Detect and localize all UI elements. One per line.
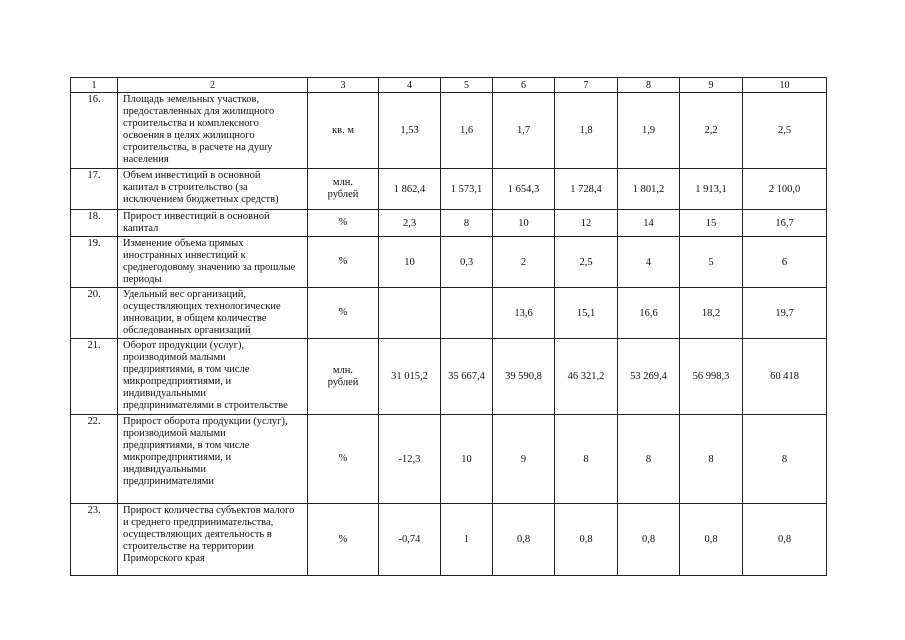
table-row: [71, 415, 827, 504]
row-number: 19.: [71, 237, 118, 288]
indicator-name-line: капитал: [123, 223, 159, 234]
value-cell: [379, 288, 441, 339]
value-cell: 53 269,4: [618, 339, 680, 415]
indicator-name-line: строительстве на территории: [123, 541, 254, 552]
value-cell: 16,7: [743, 210, 827, 237]
indicator-name-line: Оборот продукции (услуг),: [123, 340, 245, 351]
indicator-name-line: производимой малыми: [123, 352, 226, 363]
indicator-name-line: осуществляющих деятельность в: [123, 529, 272, 540]
value-cell: 1,53: [379, 93, 441, 169]
indicators-table: [70, 77, 827, 576]
indicator-name-line: строительства и комплексного: [123, 118, 259, 129]
value-cell: 1: [441, 504, 493, 576]
value-cell: 14: [618, 210, 680, 237]
column-number: 10: [743, 78, 827, 93]
row-number: 16.: [71, 93, 118, 169]
value-cell: 1 862,4: [379, 169, 441, 210]
indicator-name-line: Приморского края: [123, 553, 205, 564]
indicator-name: [118, 210, 308, 237]
indicator-name-line: населения: [123, 154, 169, 165]
value-cell: [441, 288, 493, 339]
value-cell: 60 418: [743, 339, 827, 415]
indicator-name-line: иностранных инвестиций к: [123, 250, 246, 261]
value-cell: -0,74: [379, 504, 441, 576]
indicator-name-line: предприятиями, в том числе: [123, 364, 250, 375]
table-row: [71, 237, 827, 288]
column-number: 5: [441, 78, 493, 93]
value-cell: 0,8: [555, 504, 618, 576]
value-cell: 35 667,4: [441, 339, 493, 415]
column-number-row: [71, 78, 827, 93]
value-cell: 1 573,1: [441, 169, 493, 210]
value-cell: 1,7: [493, 93, 555, 169]
indicator-name-line: и среднего предпринимательства,: [123, 517, 274, 528]
indicator-name-line: индивидуальными: [123, 388, 206, 399]
indicator-name-line: производимой малыми: [123, 428, 226, 439]
value-cell: 1 728,4: [555, 169, 618, 210]
value-cell: 39 590,8: [493, 339, 555, 415]
unit-of-measure: %: [308, 210, 379, 237]
row-number: 23.: [71, 504, 118, 576]
indicator-name-line: микропредприятиями, и: [123, 452, 232, 463]
indicator-name-line: Удельный вес организаций,: [123, 289, 247, 300]
value-cell: 13,6: [493, 288, 555, 339]
column-number: 1: [71, 78, 118, 93]
value-cell: 2,5: [743, 93, 827, 169]
value-cell: 56 998,3: [680, 339, 743, 415]
indicator-name-line: строительства, в расчете на душу: [123, 142, 273, 153]
indicator-name-line: исключением бюджетных средств): [123, 194, 279, 205]
indicator-name-line: среднегодовому значению за прошлые: [123, 262, 296, 273]
indicator-name-line: предпринимателями в строительстве: [123, 400, 288, 411]
value-cell: 1,8: [555, 93, 618, 169]
indicator-name-line: Прирост количества субъектов малого: [123, 505, 295, 516]
indicator-name-line: Объем инвестиций в основной: [123, 170, 261, 181]
table-row: [71, 504, 827, 576]
value-cell: 2,2: [680, 93, 743, 169]
value-cell: 4: [618, 237, 680, 288]
indicator-name-line: предприятиями, в том числе: [123, 440, 250, 451]
indicator-name-line: периоды: [123, 274, 162, 285]
indicator-name: [118, 237, 308, 288]
indicator-name-line: индивидуальными: [123, 464, 206, 475]
indicator-name: [118, 288, 308, 339]
value-cell: 2,3: [379, 210, 441, 237]
indicator-name-line: микропредприятиями, и: [123, 376, 232, 387]
unit-of-measure: млн. рублей: [308, 169, 379, 210]
value-cell: 5: [680, 237, 743, 288]
indicator-name-line: осуществляющих технологические: [123, 301, 281, 312]
value-cell: 2,5: [555, 237, 618, 288]
unit-of-measure: %: [308, 415, 379, 504]
value-cell: 1 913,1: [680, 169, 743, 210]
value-cell: 0,8: [618, 504, 680, 576]
table-row: [71, 339, 827, 415]
unit-of-measure: %: [308, 288, 379, 339]
unit-of-measure: %: [308, 504, 379, 576]
indicator-name: [118, 169, 308, 210]
value-cell: 31 015,2: [379, 339, 441, 415]
value-cell: 1,6: [441, 93, 493, 169]
value-cell: 46 321,2: [555, 339, 618, 415]
value-cell: 8: [441, 210, 493, 237]
indicator-name-line: Прирост оборота продукции (услуг),: [123, 416, 288, 427]
value-cell: 8: [680, 415, 743, 504]
value-cell: 6: [743, 237, 827, 288]
value-cell: 0,3: [441, 237, 493, 288]
indicator-name-line: Прирост инвестиций в основной: [123, 211, 270, 222]
indicator-name-line: капитал в строительство (за: [123, 182, 248, 193]
value-cell: 12: [555, 210, 618, 237]
column-number: 3: [308, 78, 379, 93]
value-cell: 9: [493, 415, 555, 504]
value-cell: 1 801,2: [618, 169, 680, 210]
value-cell: 1,9: [618, 93, 680, 169]
table-row: [71, 169, 827, 210]
indicator-name: [118, 415, 308, 504]
value-cell: 0,8: [743, 504, 827, 576]
indicator-name-line: обследованных организаций: [123, 325, 251, 336]
indicator-name-line: освоения в целях жилищного: [123, 130, 255, 141]
indicator-name-line: предпринимателями: [123, 476, 215, 487]
row-number: 18.: [71, 210, 118, 237]
value-cell: 10: [379, 237, 441, 288]
indicator-name-line: предоставленных для жилищного: [123, 106, 275, 117]
unit-of-measure: млн. рублей: [308, 339, 379, 415]
value-cell: 16,6: [618, 288, 680, 339]
value-cell: 19,7: [743, 288, 827, 339]
value-cell: 0,8: [493, 504, 555, 576]
row-number: 21.: [71, 339, 118, 415]
value-cell: 8: [743, 415, 827, 504]
row-number: 22.: [71, 415, 118, 504]
value-cell: -12,3: [379, 415, 441, 504]
table-row: [71, 288, 827, 339]
column-number: 6: [493, 78, 555, 93]
row-number: 17.: [71, 169, 118, 210]
table-row: [71, 93, 827, 169]
value-cell: 2 100,0: [743, 169, 827, 210]
column-number: 7: [555, 78, 618, 93]
unit-of-measure: %: [308, 237, 379, 288]
column-number: 2: [118, 78, 308, 93]
row-number: 20.: [71, 288, 118, 339]
value-cell: 18,2: [680, 288, 743, 339]
indicator-name-line: Площадь земельных участков,: [123, 94, 260, 105]
column-number: 8: [618, 78, 680, 93]
value-cell: 10: [493, 210, 555, 237]
unit-of-measure: кв. м: [308, 93, 379, 169]
indicator-name: [118, 93, 308, 169]
value-cell: 10: [441, 415, 493, 504]
table-row: [71, 210, 827, 237]
column-number: 4: [379, 78, 441, 93]
value-cell: 8: [555, 415, 618, 504]
value-cell: 0,8: [680, 504, 743, 576]
indicator-name: [118, 339, 308, 415]
column-number: 9: [680, 78, 743, 93]
value-cell: 15: [680, 210, 743, 237]
value-cell: 1 654,3: [493, 169, 555, 210]
value-cell: 2: [493, 237, 555, 288]
indicator-name-line: инновации, в общем количестве: [123, 313, 267, 324]
indicator-name: [118, 504, 308, 576]
indicator-name-line: Изменение объема прямых: [123, 238, 244, 249]
value-cell: 8: [618, 415, 680, 504]
value-cell: 15,1: [555, 288, 618, 339]
